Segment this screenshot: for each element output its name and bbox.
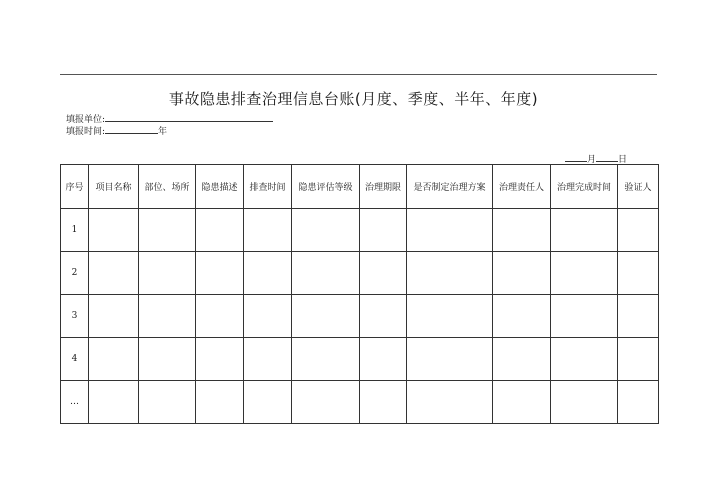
table-cell[interactable]: [139, 209, 196, 252]
table-cell[interactable]: [618, 381, 659, 424]
table-cell[interactable]: [493, 252, 551, 295]
table-cell[interactable]: [292, 338, 360, 381]
table-cell[interactable]: [360, 338, 407, 381]
header-risk-level: 隐患评估等级: [292, 165, 360, 209]
table-cell[interactable]: [139, 381, 196, 424]
table-cell[interactable]: [551, 381, 618, 424]
table-cell[interactable]: [618, 295, 659, 338]
table-cell[interactable]: [493, 338, 551, 381]
row-number: 1: [61, 209, 89, 252]
month-label: 月: [586, 155, 596, 165]
table-cell[interactable]: [407, 338, 493, 381]
table-cell[interactable]: [292, 252, 360, 295]
table-cell[interactable]: [244, 381, 292, 424]
row-number: 3: [61, 295, 89, 338]
table-row: [61, 252, 659, 295]
table-row: [61, 209, 659, 252]
table-cell[interactable]: [89, 381, 139, 424]
table-cell[interactable]: [196, 338, 244, 381]
top-rule: [60, 74, 657, 75]
header-plan-status: 是否制定治理方案: [407, 165, 493, 209]
table-cell[interactable]: [360, 209, 407, 252]
header-completion-time: 治理完成时间: [551, 165, 618, 209]
table-cell[interactable]: [139, 295, 196, 338]
table-cell[interactable]: [618, 209, 659, 252]
table-row: [61, 295, 659, 338]
header-no: 序号: [61, 165, 89, 209]
row-number: …: [61, 381, 89, 424]
month-blank: [565, 152, 587, 162]
table-cell[interactable]: [292, 295, 360, 338]
time-label: 填报时间:: [66, 127, 106, 137]
table-cell[interactable]: [551, 295, 618, 338]
table-cell[interactable]: [407, 209, 493, 252]
header-responsible-person: 治理责任人: [493, 165, 551, 209]
table-cell[interactable]: [196, 295, 244, 338]
table-cell[interactable]: [139, 252, 196, 295]
unit-label: 填报单位:: [66, 115, 106, 125]
time-line: [66, 124, 167, 138]
header-row: [61, 165, 659, 209]
row-number: 4: [61, 338, 89, 381]
day-blank: [596, 152, 618, 162]
table-cell[interactable]: [292, 209, 360, 252]
table-cell[interactable]: [493, 209, 551, 252]
table-cell[interactable]: [493, 381, 551, 424]
table-cell[interactable]: [407, 295, 493, 338]
table-cell[interactable]: [360, 295, 407, 338]
table-cell[interactable]: [551, 209, 618, 252]
table-cell[interactable]: [244, 295, 292, 338]
table-cell[interactable]: [618, 338, 659, 381]
table-cell[interactable]: [196, 381, 244, 424]
table-cell[interactable]: [89, 252, 139, 295]
table-cell[interactable]: [139, 338, 196, 381]
year-label: 年: [158, 127, 168, 137]
table-cell[interactable]: [407, 381, 493, 424]
table-cell[interactable]: [360, 252, 407, 295]
hazard-ledger-table: [60, 164, 659, 424]
table-cell[interactable]: [493, 295, 551, 338]
table-cell[interactable]: [551, 252, 618, 295]
header-deadline: 治理期限: [360, 165, 407, 209]
table-row: [61, 338, 659, 381]
row-number: 2: [61, 252, 89, 295]
table-cell[interactable]: [196, 252, 244, 295]
table-cell[interactable]: [244, 252, 292, 295]
header-project-name: 项目名称: [89, 165, 139, 209]
header-hazard-description: 隐患描述: [196, 165, 244, 209]
document-title: 事故隐患排查治理信息台账(月度、季度、半年、年度): [168, 90, 539, 108]
table-cell[interactable]: [360, 381, 407, 424]
header-location: 部位、场所: [139, 165, 196, 209]
table-row: [61, 381, 659, 424]
table-cell[interactable]: [244, 209, 292, 252]
table-cell[interactable]: [89, 295, 139, 338]
unit-blank: [105, 112, 273, 122]
table-cell[interactable]: [292, 381, 360, 424]
header-inspection-time: 排查时间: [244, 165, 292, 209]
header-verifier: 验证人: [618, 165, 659, 209]
day-label: 日: [617, 155, 627, 165]
table-cell[interactable]: [196, 209, 244, 252]
time-blank: [105, 124, 158, 134]
table-cell[interactable]: [618, 252, 659, 295]
table-cell[interactable]: [89, 338, 139, 381]
table-cell[interactable]: [407, 252, 493, 295]
table-cell[interactable]: [89, 209, 139, 252]
table-cell[interactable]: [551, 338, 618, 381]
table-cell[interactable]: [244, 338, 292, 381]
